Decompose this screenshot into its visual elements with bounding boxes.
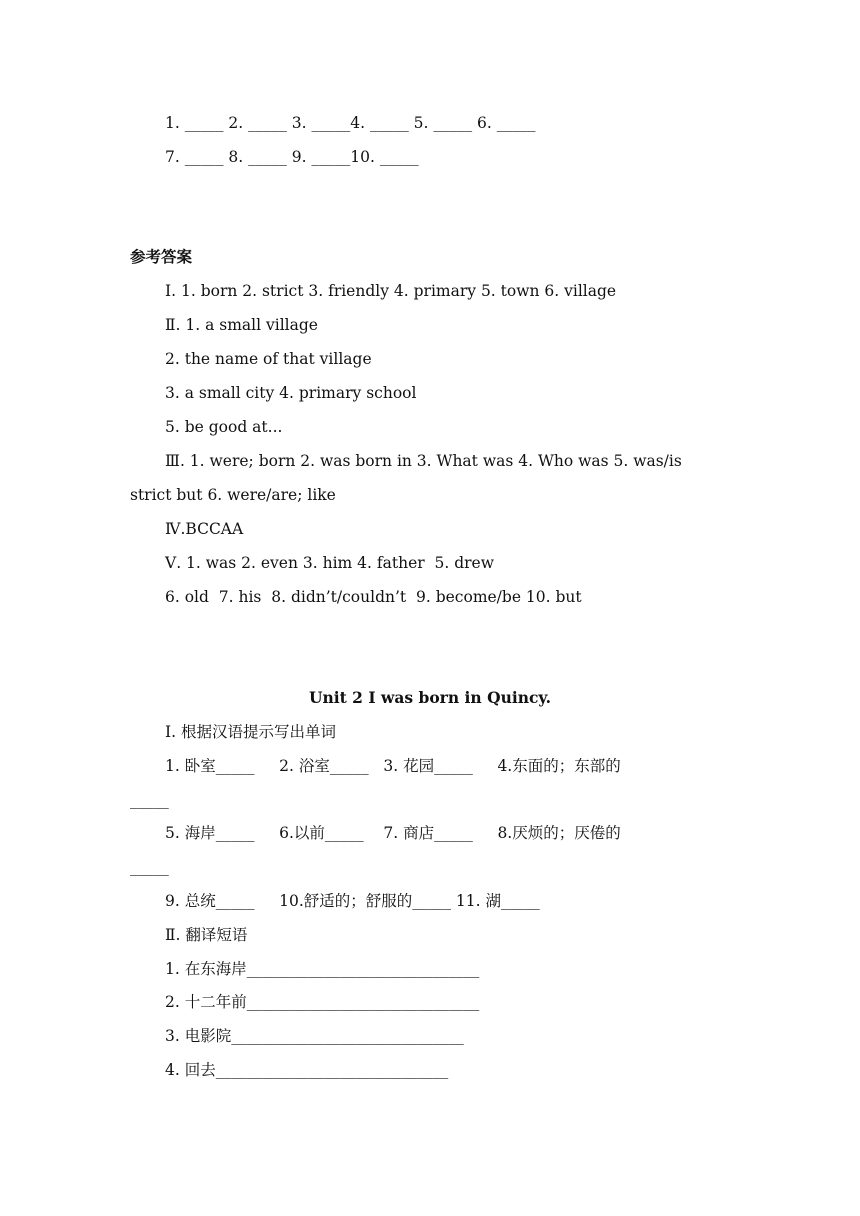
section-2-line-2: 2. 十二年前______________________________ xyxy=(165,993,480,1011)
answer-section-3-line-1: Ⅲ. 1. were; born 2. was born in 3. What was 4. Who was 5. was/is xyxy=(165,452,682,470)
section-2-line-3: 3. 电影院______________________________ xyxy=(165,1027,464,1045)
unit-title: Unit 2 I was born in Quincy. xyxy=(308,688,552,707)
section-2-title: Ⅱ. 翻译短语 xyxy=(165,926,248,944)
answer-section-1: Ⅰ. 1. born 2. strict 3. friendly 4. primary 5. town 6. village xyxy=(165,282,617,300)
section-1-line-3: 9. 总统_____ 10.舒适的；舒服的_____ 11. 湖_____ xyxy=(165,892,540,910)
answer-section-5-line-1: Ⅴ. 1. was 2. even 3. him 4. father 5. drew xyxy=(165,554,494,572)
section-1-title: Ⅰ. 根据汉语提示写出单词 xyxy=(165,723,336,741)
section-2-line-1: 1. 在东海岸______________________________ xyxy=(165,960,480,978)
answers-heading: 参考答案 xyxy=(130,247,193,266)
section-1-line-1-continued: _____ xyxy=(130,791,169,809)
answer-section-3-line-2: strict but 6. were/are; like xyxy=(130,486,336,504)
blank-row-2: 7. _____ 8. _____ 9. _____10. _____ xyxy=(165,148,419,166)
answer-section-5-line-2: 6. old 7. his 8. didn’t/couldn’t 9. become/be 10. but xyxy=(165,588,582,606)
blank-row-1: 1. _____ 2. _____ 3. _____4. _____ 5. _____ 6. _____ xyxy=(165,114,536,132)
section-1-line-1: 1. 卧室_____ 2. 浴室_____ 3. 花园_____ 4.东面的；东部的 xyxy=(165,757,621,775)
section-1-line-2: 5. 海岸_____ 6.以前_____ 7. 商店_____ 8.厌烦的；厌倦的 xyxy=(165,824,621,842)
answer-section-4: Ⅳ.BCCAA xyxy=(165,520,244,538)
answer-section-2-line-2: 2. the name of that village xyxy=(165,350,372,368)
answer-section-2-line-3: 3. a small city 4. primary school xyxy=(165,384,417,402)
answer-section-2-line-4: 5. be good at... xyxy=(165,418,283,436)
section-1-line-2-continued: _____ xyxy=(130,858,169,876)
section-2-line-4: 4. 回去______________________________ xyxy=(165,1061,449,1079)
answer-section-2-line-1: Ⅱ. 1. a small village xyxy=(165,316,318,334)
